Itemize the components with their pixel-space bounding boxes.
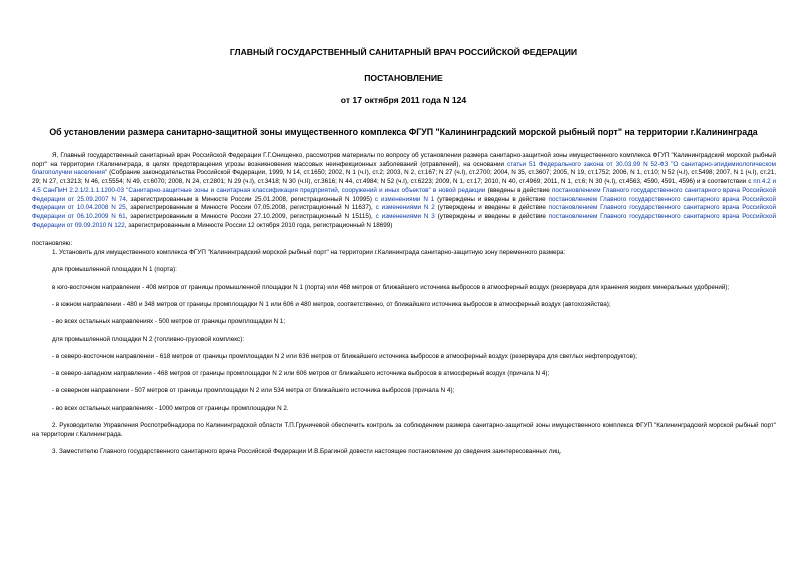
document-body [32, 152, 776, 457]
preamble-text: (утверждены и введены в действие [434, 204, 549, 212]
clause-3: 3. Заместителю Главного государственного санитарного врача Российской Федерации И.В.Брагиной довести настоящее постановление до сведения заинтересованных лиц. [52, 448, 562, 455]
preamble-text: (утверждены и введены в действие [434, 212, 549, 220]
site-1-other: - во всех остальных направлениях - 500 метров от границы промплощадки N 1; [52, 318, 286, 326]
document-title: Об установлении размера санитарно-защитной зоны имущественного комплекса ФГУП "Калининградский морской рыбный порт" на территории г.Калининграда [49, 127, 758, 137]
site-2-heading: для промышленной площадки N 2 (топливно-грузовой комплекс): [52, 335, 245, 343]
clause-1: 1. Установить для имущественного комплекса ФГУП "Калининградский морской рыбный порт" на территории г.Калининграда санитарно-защитную зону переменного размера: [52, 249, 566, 257]
amendments-3-link[interactable]: с изменениями N 3 [375, 212, 435, 220]
site-1-southeast: в юго-восточном направлении - 408 метров от границы промышленной площадки N 1 (порта) или 468 метров от ближайшего источника выбросов в атмосферный воздух (резервуара для хранения жидких минеральных удобрений); [52, 283, 730, 291]
site-2-other: - во всех остальных направлениях - 1000 метров от границы промплощадки N 2. [52, 404, 289, 412]
preamble-text: , зарегистрированным в Минюсте России 07.05.2008, регистрационный N 11637), [125, 204, 376, 212]
clause-2: 2. Руководителю Управления Роспотребнадзора по Калининградской области Т.П.Груничевой обеспечить контроль за соблюдением размера санитарно-защитной зоны имущественного комплекса ФГУП "Калининградский морской рыбный порт" на территории г.Калининграда. [32, 422, 776, 438]
resolution-74-link[interactable]: постановлением Главного государственного санитарного врача Российской Федерации от 25.09.2007 N 74 [32, 186, 776, 203]
law-article-link[interactable]: статьи 51 Федерального закона от 30.03.99 N 52-ФЗ "О санитарно-эпидемиологическом благополучии населения" [32, 160, 776, 177]
preamble-text: Я, Главный государственный санитарный врач Российской Федерации Г.Г.Онищенко, рассмотрев материалы по вопросу об установлении размера санитарно-защитной зоны имущественного комплекса ФГУП "Калининградский морской рыбный порт" на территории г.Калининграда, в целях предотвращения угрозы возникновения массовых неинфекционных заболеваний (отравлений), на основании [32, 152, 776, 168]
sanpin-link[interactable]: пп.4.2 и 4.5 СанПиН 2.2.1/2.1.1.1200-03 "Санитарно-защитные зоны и санитарная классификация предприятий, сооружений и иных объектов" в новой редакции [32, 178, 776, 194]
resolution-61-link[interactable]: постановлением Главного государственного санитарного врача Российской Федерации от 06.10.2009 N 61 [32, 204, 776, 220]
site-1-south: - в южном направлении - 480 и 348 метров от границы промплощадки N 1 или 606 и 480 метров, соответственно, от ближайшего источника выбросов в атмосферный воздух (автохозяйства); [52, 300, 611, 308]
preamble-text: (Собрание законодательства Российской Федерации, 1999, N 14, ст.1650; 2002, N 1 (ч.I), ст.2; 2003, N 2, ст.167; N 27 (ч.I), ст.2700; 2004, N 35, ст.3607; 2005, N 19, ст.1752; 2006, N 1, ст.10; N 52 (ч.I), ст.5498; 2007, N 1 (ч.I), ст.21, 29; N 27, ст.3213; N 46, ст.5554; N 49, ст.6070; 2008, N 24, ст.2801; N 29 (ч.I), ст.3418; N 30 (ч.II), ст.3616; N 44, ст.4984; N 52 (ч.I), ст.6223; 2009, N 1, ст.17; 2010, N 40, ст.4969; 2011, N 1, ст.6; N 30 (ч.I), ст.4563, 4590, 4591, 4596) и в соответствии с [32, 169, 777, 186]
preamble-text: , зарегистрированным в Минюсте России 25.01.2008, регистрационный N 10995) [125, 195, 375, 203]
preamble-text: , зарегистрированным в Минюсте России 27.10.2009, регистрационный N 15115), [125, 212, 376, 220]
preamble-paragraph [32, 152, 776, 230]
preamble-text: (утверждены и введены в действие [434, 195, 549, 203]
document-type: ПОСТАНОВЛЕНИЕ [364, 73, 443, 83]
resolution-122-link[interactable]: постановлением Главного государственного санитарного врача Российской Федерации от 09.09.2010 N 122 [32, 212, 776, 229]
amendments-1-link[interactable]: с изменениями N 1 [374, 195, 435, 203]
resolution-25-link[interactable]: постановлением Главного государственного санитарного врача Российской Федерации от 10.04.2008 N 25 [32, 195, 776, 212]
preamble-text: (введены в действие [485, 186, 552, 194]
issuing-authority: ГЛАВНЫЙ ГОСУДАРСТВЕННЫЙ САНИТАРНЫЙ ВРАЧ РОССИЙСКОЙ ФЕДЕРАЦИИ [229, 47, 578, 57]
amendments-2-link[interactable]: с изменениями N 2 [375, 204, 435, 212]
preamble-text: , зарегистрированным в Минюсте России 12 октября 2010 года, регистрационный N 18699) [124, 221, 393, 229]
site-2-northeast: - в северо-восточном направлении - 618 метров от границы промплощадки N 2 или 636 метров от ближайшего источника выбросов в атмосферный воздух (резервуара для светлых нефтепродуктов); [52, 352, 637, 360]
site-1-heading: для промышленной площадки N 1 (порта): [52, 266, 177, 274]
document-date-number: от 17 октября 2011 года N 124 [340, 95, 467, 105]
resolve-word: постановляю: [32, 240, 73, 248]
site-2-north: - в северном направлении - 507 метров от границы промплощадки N 2 или 534 метра от ближайшего источника выбросов (причала N 4); [52, 387, 455, 395]
site-2-northwest: - в северо-западном направлении - 468 метров от границы промплощадки N 2 или 606 метров от ближайшего источника выбросов в атмосферный воздух (причала N 4); [52, 370, 550, 378]
